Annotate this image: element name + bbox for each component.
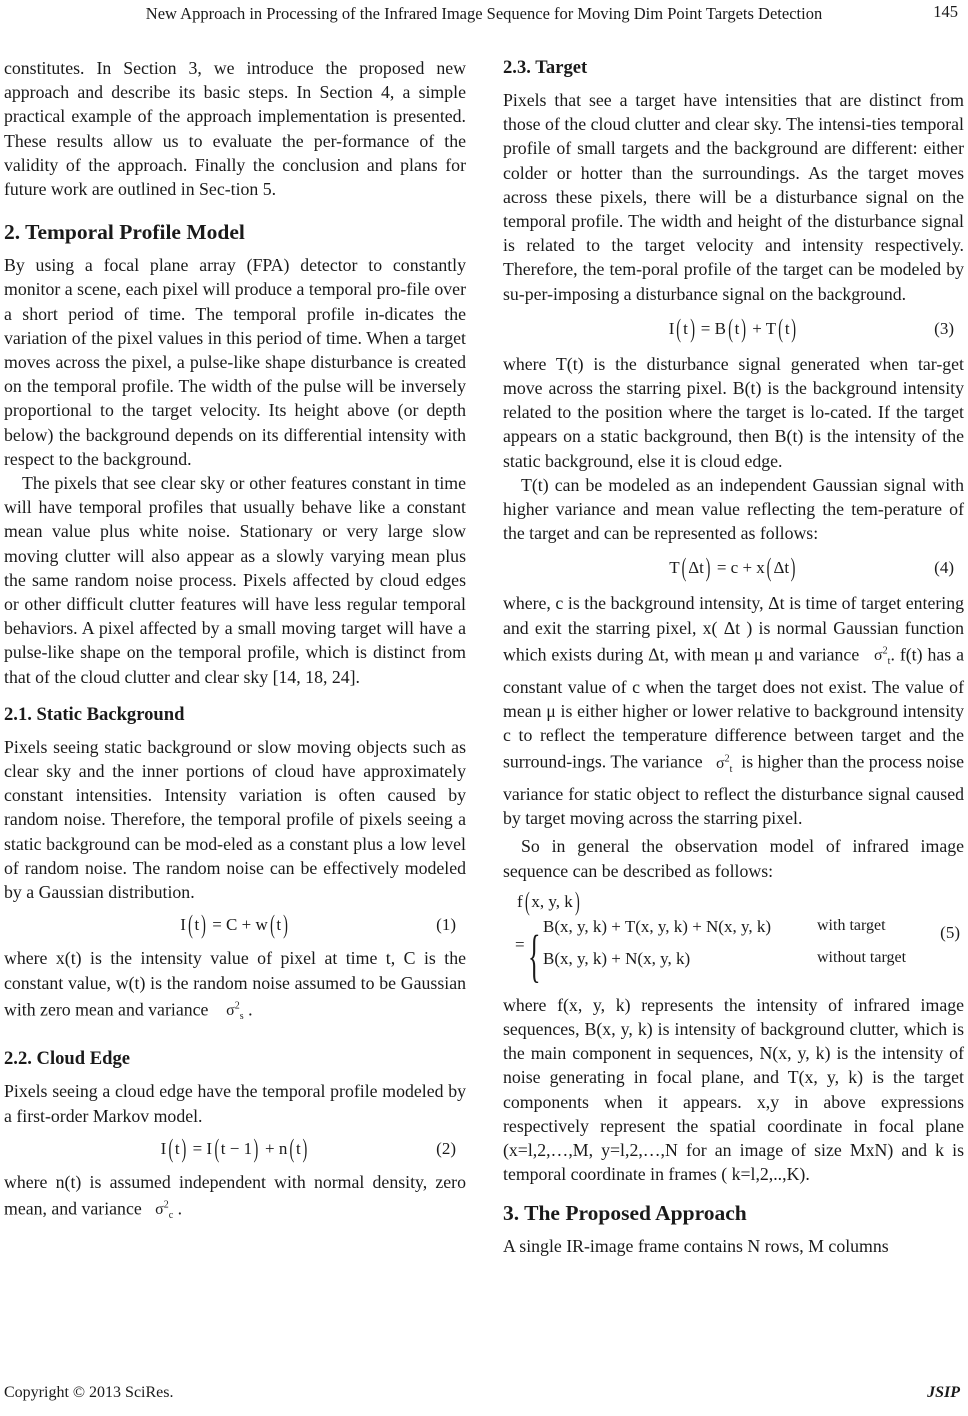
right-column [503, 56, 964, 1259]
eq5-row-2: B(x, y, k) + N(x, y, k) [543, 948, 691, 968]
eq2-mid: = I [192, 1138, 213, 1158]
section-2-2-paragraph-2-text: where n(t) is assumed independent with normal density, zero mean, and variance [4, 1171, 466, 1219]
equation-5-number: (5) [940, 922, 960, 942]
eq1-lhs-fn: I [180, 915, 186, 935]
equation-3: I( t) = B( t) + T( t) (3) [668, 313, 954, 343]
eq1-rhs-arg: t [276, 915, 282, 935]
sigma-t-squared-1: $\sigma^2_t$ [874, 645, 891, 668]
equation-1: I( t) = C + w( t) (1) [180, 910, 456, 940]
section-2-3-paragraph-5: So in general the observation model of infrared image sequence can be described as follows: [503, 836, 964, 881]
eq4-a-arg: Δt [688, 558, 704, 578]
eq3-b-arg: t [734, 318, 740, 338]
section-2-3-paragraph-4 [503, 591, 964, 830]
section-2-3-paragraph-3: T(t) can be modeled as an independent Gaussian signal with higher variance and mean value reflecting the tem-perature of the target and can be represented as follows: [503, 474, 964, 544]
eq4-a: T [669, 558, 680, 578]
section-2-3-paragraph-2: where T(t) is the disturbance signal generated when tar-get move across the starring pixel. B(t) is the background intensity related to the position where the target is lo-cated. If the target appears on a static background, then B(t) is the intensity of the static background, else it is cloud edge. [503, 353, 964, 471]
section-2-heading: 2. Temporal Profile Model [4, 220, 245, 245]
eq4-b-arg: Δt [773, 558, 790, 578]
eq2-plus: + n [264, 1138, 288, 1158]
running-header-title: New Approach in Processing of the Infrared Image Sequence for Moving Dim Point Targets Detection [145, 4, 823, 23]
eq1-lhs-arg: t [194, 915, 200, 935]
section-2-2-paragraph-1: Pixels seeing a cloud edge have the temporal profile modeled by a first-order Markov model. [4, 1081, 466, 1126]
section-2-1-paragraph-2: where x(t) is the intensity value of pixel at time t, C is the constant value, w(t) is the random noise assumed to be Gaussian with zero mean and variance $\sigma^2_s$ . [4, 948, 466, 1023]
section-2-paragraph-1: By using a focal plane array (FPA) detector to constantly monitor a scene, each pixel will produce a temporal pro-file over a short period of time. The temporal profile in-dicates the variation of the pixel values in this period of time. When a target moves across the pixel, a pulse-like shape disturbance is created on the temporal profile. The width of the pulse will be inversely proportional to the target velocity. Its height above (or depth below) the background depends on its differential intensity with respect to the background. [4, 255, 466, 469]
section-2-3-paragraph-4a: where, c is the background intensity, Δt is time of target entering and exit the starring pixel, x( Δt ) is normal Gaussian function which exists during Δt, with mean μ and variance [503, 593, 964, 665]
sigma-s-sub: s [239, 1011, 244, 1023]
section-3-paragraph-1: A single IR-image frame contains N rows, M columns [503, 1236, 889, 1257]
section-2-1-heading: 2.1. Static Background [4, 703, 185, 725]
left-column [4, 56, 466, 1229]
eq2-lhs-arg: t [174, 1138, 180, 1158]
section-2-1-paragraph-2-text: where x(t) is the intensity value of pixel at time t, C is the constant value, w(t) is the random noise assumed to be Gaussian with zero mean and variance [4, 948, 466, 1020]
page-number: 145 [933, 2, 958, 21]
equation-3-number: (3) [934, 318, 954, 338]
eq5-brace: { [528, 922, 541, 988]
equation-5 [503, 886, 964, 988]
sigma-c-sub: c [168, 1210, 174, 1222]
sigma-s-squared: $\sigma^2_s$ [226, 1000, 244, 1023]
section-2-3-paragraph-1: Pixels that see a target have intensities that are distinct from those of the cloud clutter and clear sky. The intensi-ties temporal profile of small targets and the background are different: either colder or hotter than the surroundings. As the target moves across these pixels, there will be a disturbance signal on the temporal profile. The width and height of the disturbance signal is related to the target velocity and intensity respectively. Therefore, the tem-poral profile of the target can be modeled by su-per-imposing a disturbance signal on the background. [503, 90, 964, 304]
section-3-heading: 3. The Proposed Approach [503, 1201, 747, 1226]
section-2-paragraph-2: The pixels that see clear sky or other features constant in time will have temporal profiles that usually behave like a constant mean value plus white noise. Stationary or very large slow moving clutter will also appear as a slowly varying mean plus the same random noise process. Pixels affected by cloud edges or other difficult clutter features will have less regular temporal behaviors. A pixel affected by a small moving target will have a pulse-like shape on the temporal profile, which is distinct from that of the cloud clutter and clear sky [14, 18, 24]. [4, 473, 466, 687]
equation-4: T( Δt) = c + x( Δt) (4) [669, 553, 954, 583]
eq5-row-1: B(x, y, k) + T(x, y, k) + N(x, y, k) [543, 916, 772, 936]
section-2-1-paragraph-1: Pixels seeing static background or slow moving objects such as clear sky and the inner portions of cloud have approximately constant intensities. Intensity variation is often caused by random noise. Therefore, the temporal profile of pixels seeing a static background can be mod-eled as a constant plus a low level of random noise. The random noise can be effectively modeled by a Gaussian distribution. [4, 736, 466, 903]
eq3-b: = B [700, 318, 726, 338]
eq5-row-1-condition: with target [817, 916, 886, 934]
equation-2-number: (2) [436, 1138, 456, 1158]
eq2-lhs-fn: I [160, 1138, 167, 1158]
section-2-2-heading: 2.2. Cloud Edge [4, 1048, 131, 1070]
eq3-a-arg: t [683, 318, 688, 338]
sigma-t-squared-2: $\sigma^2_t$ [716, 753, 733, 775]
eq3-c: + T [752, 318, 777, 338]
eq5-equals: = [515, 934, 525, 954]
copyright-footer: Copyright © 2013 SciRes. [4, 1384, 174, 1401]
eq5-row-2-condition: without target [817, 948, 907, 966]
eq3-c-arg: t [784, 318, 790, 338]
equation-4-number: (4) [934, 558, 954, 578]
equation-1-number: (1) [436, 915, 456, 935]
eq5-lhs: f( x, y, k) [517, 886, 580, 916]
section-2-2-paragraph-2: where n(t) is assumed independent with normal density, zero mean, and variance $\sigma^2_c$ . [4, 1171, 466, 1222]
section-2-3-paragraph-4b: . f(t) has a constant value of c when the target does not exist. The value of mean μ is either higher or lower relative to background intensity c to reflect the temperature difference between target and the surround-ings. The variance [503, 644, 964, 772]
eq5-lhs-arg: x, y, k [531, 891, 573, 911]
eq4-b: = c + x [716, 558, 765, 578]
eq1-rhs: = C + w [212, 915, 268, 935]
eq2-arg3: t [296, 1138, 301, 1158]
equation-2: I( t) = I( t − 1) + n( t) (2) [160, 1133, 456, 1163]
eq5-lhs-fn: f [517, 891, 523, 911]
section-2-3-paragraph-6: where f(x, y, k) represents the intensity of infrared image sequences, B(x, y, k) is intensity of background clutter, which is the main component in sequences, N(x, y, k) is the intensity of noise generating in focal plane, and T(x, y, k) is the target components when it appears. x,y in above expressions respectively represent the spatial coordinate in focal plane (x=l,2,…,M, y=l,2,…,N for an image of size MxN) and k is temporal coordinate in frames ( k=l,2,..,K). [503, 994, 964, 1185]
sigma-t-sub-1: t [887, 656, 891, 668]
sigma-t-sub-2: t [729, 763, 733, 775]
eq3-a: I [668, 318, 675, 338]
journal-footer: JSIP [927, 1384, 960, 1401]
sigma-c-squared: $\sigma^2_c$ [155, 1200, 174, 1222]
eq2-arg2: t − 1 [220, 1138, 253, 1158]
section-2-3-heading: 2.3. Target [503, 57, 588, 78]
intro-paragraph: constitutes. In Section 3, we introduce the proposed new approach and describe its basic steps. In Section 4, a simple practical example of the approach implementation is presented. These results allow us to evaluate the per-formance of the validity of the approach. Finally the conclusion and plans for future work are outlined in Sec-tion 5. [4, 58, 466, 200]
section-2-3-paragraph-4c: is higher than the process noise variance for static object to reflect the disturbance signal caused by target moving across the starring pixel. [503, 751, 965, 829]
